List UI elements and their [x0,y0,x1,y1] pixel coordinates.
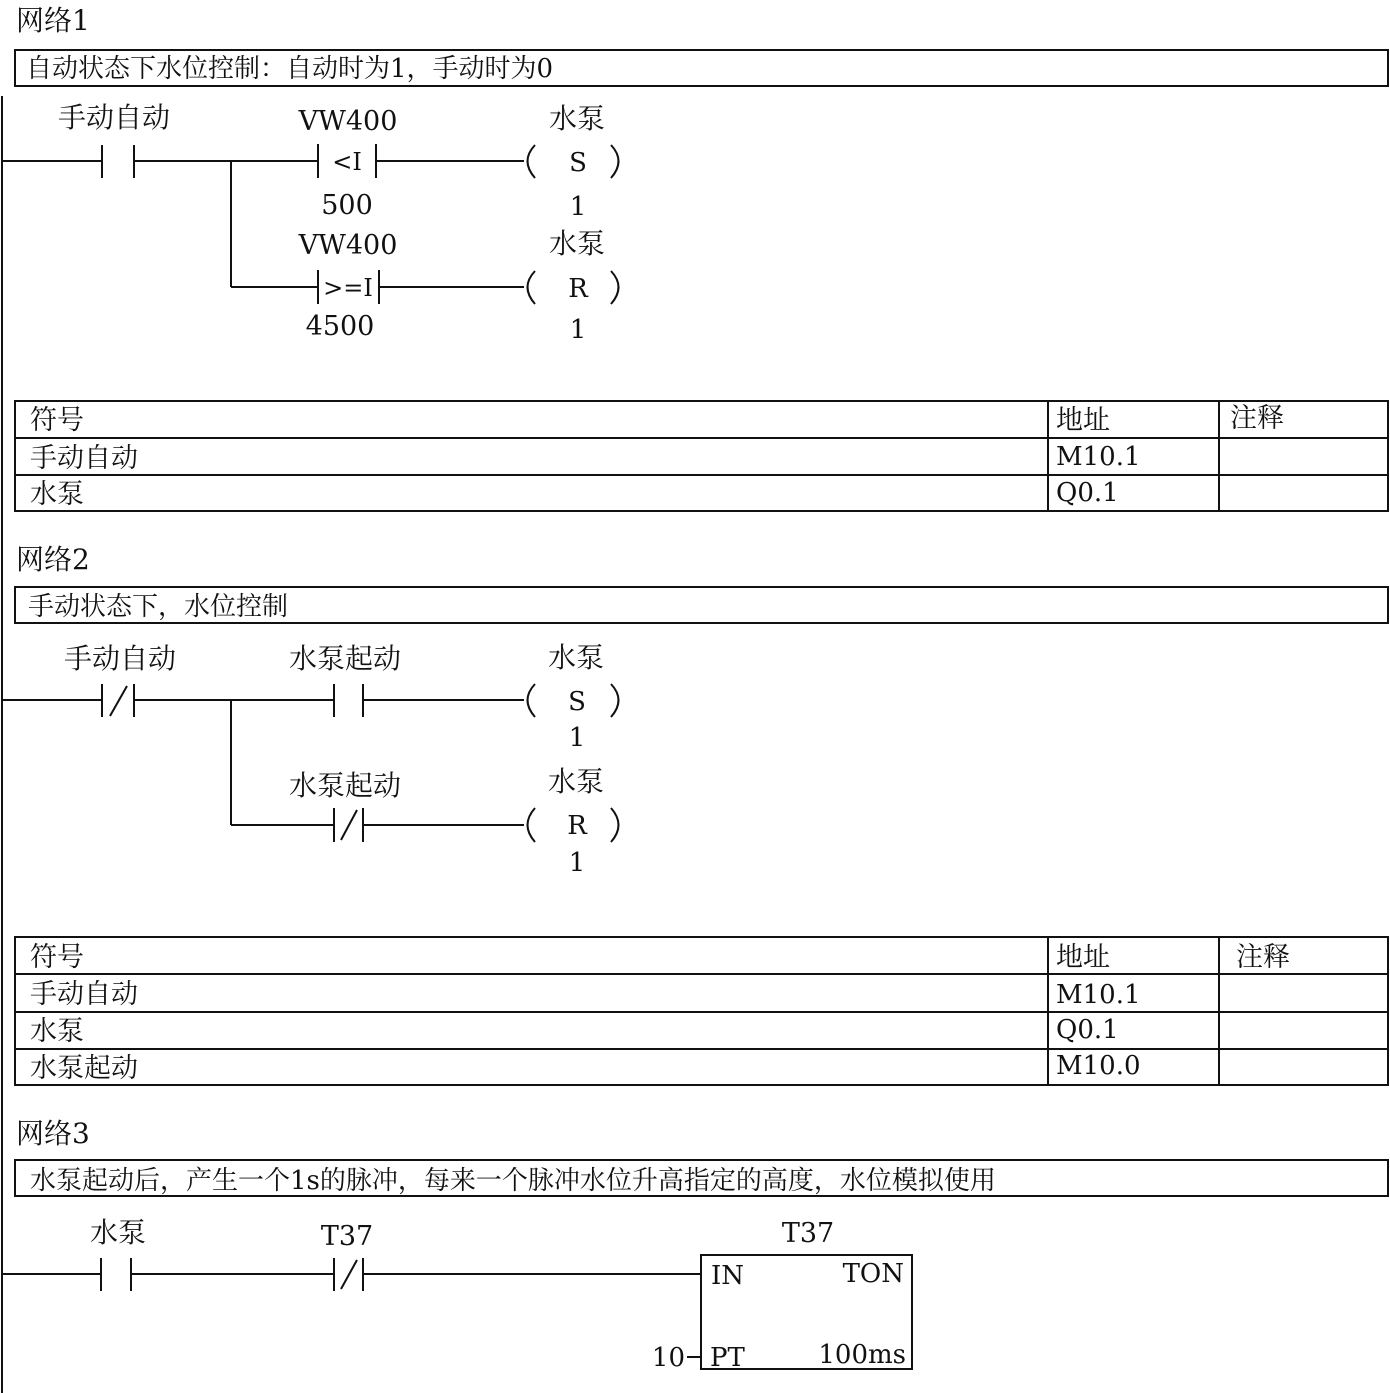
n2-coil1-count: 1 [568,723,586,753]
n3-timer-preset: 10 [651,1343,685,1373]
n2-contact1-label: 水泵起动 [288,642,402,675]
n3-contact1-label: 水泵 [89,1216,147,1249]
n2-table-header-symbol: 符号 [30,942,84,973]
network-3-comment: 水泵起动后，产生一个1s的脉冲，每来一个脉冲水位升高指定的高度，水位模拟使用 [30,1166,996,1196]
n2-table-row-address: Q0.1 [1056,1015,1119,1045]
n1-compare1-op: <I [332,148,362,176]
n1-table-header-comment: 注释 [1230,403,1284,434]
n2-no-contact [334,684,363,717]
network-3-title: 网络3 [16,1117,90,1150]
n2-coil1-type: S [568,687,586,717]
n3-timer-resolution: 100ms [818,1340,906,1370]
n3-timer-in-label: IN [711,1261,745,1291]
n3-timer-pt-label: PT [710,1343,745,1373]
n3-nc-contact [334,1258,363,1291]
n3-timer-type: TON [842,1259,904,1289]
n1-coil1-label: 水泵 [548,102,606,135]
n2-table-header-comment: 注释 [1236,942,1290,973]
n2-table-row-symbol: 水泵起动 [30,1053,138,1084]
n2-nc-contact [102,684,134,717]
n2-contact-label: 手动自动 [63,642,177,675]
n2-coil2-label: 水泵 [547,765,605,798]
n1-contact-label: 手动自动 [57,101,171,134]
n1-table-row-symbol: 手动自动 [30,443,138,474]
n1-compare2-op: >=I [323,274,373,302]
n2-table-row-address: M10.1 [1056,980,1141,1010]
n1-compare2-value: 4500 [305,311,375,342]
n1-coil1-type: S [569,148,587,178]
n1-coil2-label: 水泵 [548,227,606,260]
n2-table-header-address: 地址 [1056,942,1110,973]
network-2-comment: 手动状态下，水位控制 [28,592,289,622]
n1-symbol-table [15,401,1388,511]
n1-coil2-count: 1 [569,315,587,345]
n2-table-row-symbol: 手动自动 [30,979,138,1010]
n1-table-row-address: Q0.1 [1056,478,1119,508]
n2-table-row-address: M10.0 [1056,1051,1141,1081]
n2-table-row-symbol: 水泵 [30,1016,84,1047]
n2-symbol-table [15,937,1388,1085]
n1-table-row-symbol: 水泵 [30,479,84,510]
n1-no-contact [102,145,134,178]
network-1-title: 网络1 [16,4,90,37]
n1-compare2-operand: VW400 [298,230,398,261]
network-1-comment: 自动状态下水位控制：自动时为1，手动时为0 [26,54,554,84]
n1-table-row-address: M10.1 [1056,442,1141,472]
n3-contact2-label: T37 [320,1221,374,1252]
n2-nc-contact-2 [334,808,363,842]
n1-coil2-type: R [568,274,588,304]
n1-compare1-value: 500 [321,190,373,221]
n3-timer-name: T37 [781,1218,835,1249]
network-2-title: 网络2 [16,543,90,576]
n3-no-contact [101,1258,131,1291]
n1-table-header-address: 地址 [1056,405,1110,436]
n2-coil2-type: R [567,811,587,841]
n1-coil1-count: 1 [569,192,587,222]
n2-coil1-label: 水泵 [547,641,605,674]
n2-coil2-count: 1 [568,848,586,878]
n1-compare1-operand: VW400 [298,106,398,137]
n2-contact2-label: 水泵起动 [288,769,402,802]
n1-table-header-symbol: 符号 [30,405,84,436]
